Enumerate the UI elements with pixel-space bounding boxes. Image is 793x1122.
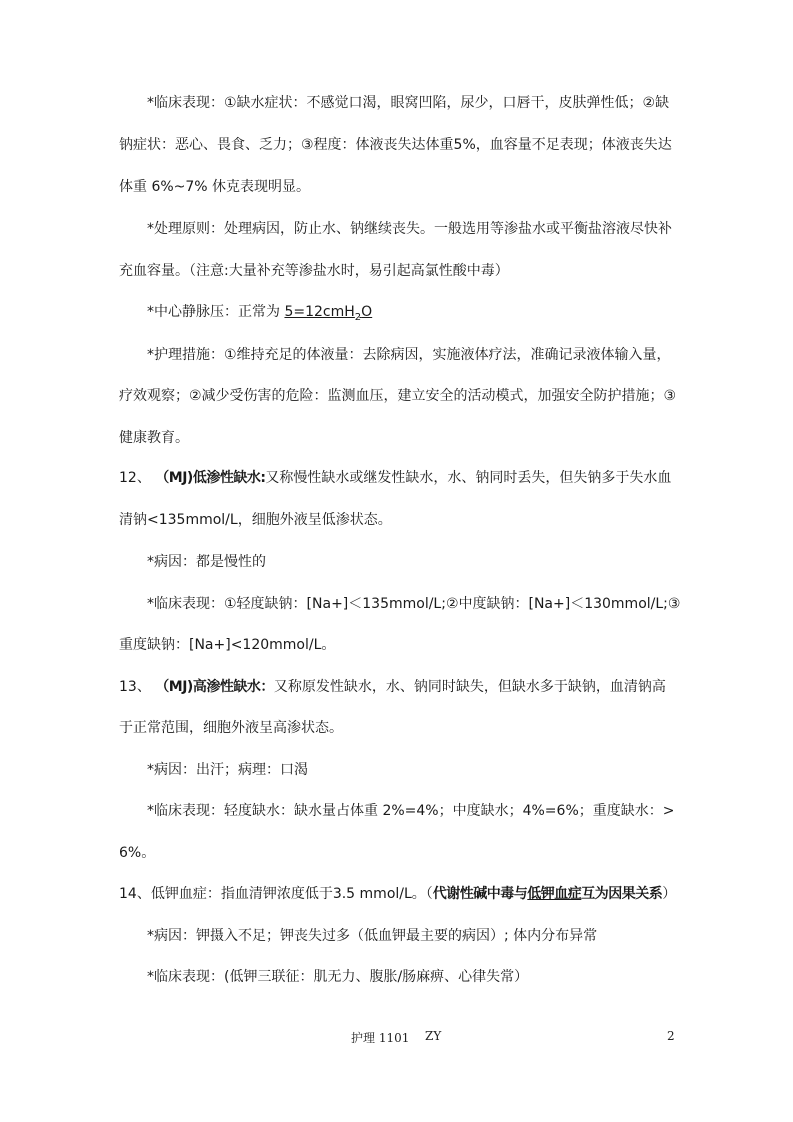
line-17: *病因：出汗；病理：口渴 [147,762,308,778]
line-19: 6%。 [119,845,156,861]
item-14-close: ） [662,886,677,902]
line-12: *病因：都是慢性的 [147,554,266,570]
cvp-value: 5=12cmH$_2$O [284,304,373,323]
item-14-hl3: 互为因果关系 [581,886,663,902]
item-13-title: （MJ)高渗性缺水： [155,679,274,695]
item-12-num: 12、 [119,470,151,486]
item-13-text: 又称原发性缺水，水、钠同时缺失，但缺水多于缺钠，血清钠高 [273,679,666,695]
line-18: *临床表现：轻度缺水：缺水量占体重 2%=4%；中度缺水；4%=6%；重度缺水：> [147,803,675,819]
line-1: *临床表现：①缺水症状：不感觉口渴，眼窝凹陷，尿少，口唇干，皮肤弹性低；②缺 [147,95,670,111]
line-13: *临床表现：①轻度缺钠：[Na+]＜135mmol/L;②中度缺钠：[Na+]＜130mmol/L;③ [147,596,681,612]
line-16: 于正常范围，细胞外液呈高渗状态。 [119,720,343,736]
line-3: 体重 6%~7% 休克表现明显。 [119,179,311,195]
line-11: 清钠<135mmol/L，细胞外液呈低渗状态。 [119,512,392,528]
footer-label: 护理 1101 [351,1031,410,1045]
item-14 [119,884,679,904]
line-5: 充血容量。（注意:大量补充等渗盐水时，易引起高氯性酸中毒） [119,263,509,279]
item-12-title: （MJ)低渗性缺水: [155,470,266,486]
item-12-text: 又称慢性缺水或继发性缺水，水、钠同时丢失，但失钠多于失水血 [265,470,672,486]
line-21: *病因：钾摄入不足；钾丧失过多（低血钾最主要的病因）; 体内分布异常 [147,928,598,944]
item-14-num: 14、 [119,886,151,902]
line-2: 钠症状：恶心、畏食、乏力；③程度：体液丧失达体重5%，血容量不足表现；体液丧失达 [119,137,672,153]
cvp-label: *中心静脉压：正常为 [147,304,285,320]
item-13 [119,677,679,697]
item-13-num: 13、 [119,679,151,695]
line-14: 重度缺钠：[Na+]<120mmol/L。 [119,637,336,653]
line-22: *临床表现：(低钾三联征：肌无力、腹胀/肠麻痹、心律失常） [147,969,529,985]
item-12 [119,468,679,488]
line-9: 健康教育。 [119,430,189,446]
item-14-open: （ [425,886,433,902]
item-14-hl1: 代谢性碱中毒与 [432,886,528,902]
item-14-text: 低钾血症：指血清钾浓度低于3.5 mmol/L。 [150,886,426,902]
page-number: 2 [667,1029,675,1043]
line-7: *护理措施：①维持充足的体液量：去除病因，实施液体疗法，准确记录液体输入量， [147,347,671,363]
cvp-line [147,302,707,322]
footer-author: ZY [425,1029,442,1043]
line-4: *处理原则：处理病因，防止水、钠继续丧失。一般选用等渗盐水或平衡盐溶液尽快补 [147,221,672,237]
line-8: 疗效观察；②减少受伤害的危险：监测血压，建立安全的活动模式，加强安全防护措施；③ [119,388,677,404]
item-14-hl2: 低钾血症 [527,886,582,902]
